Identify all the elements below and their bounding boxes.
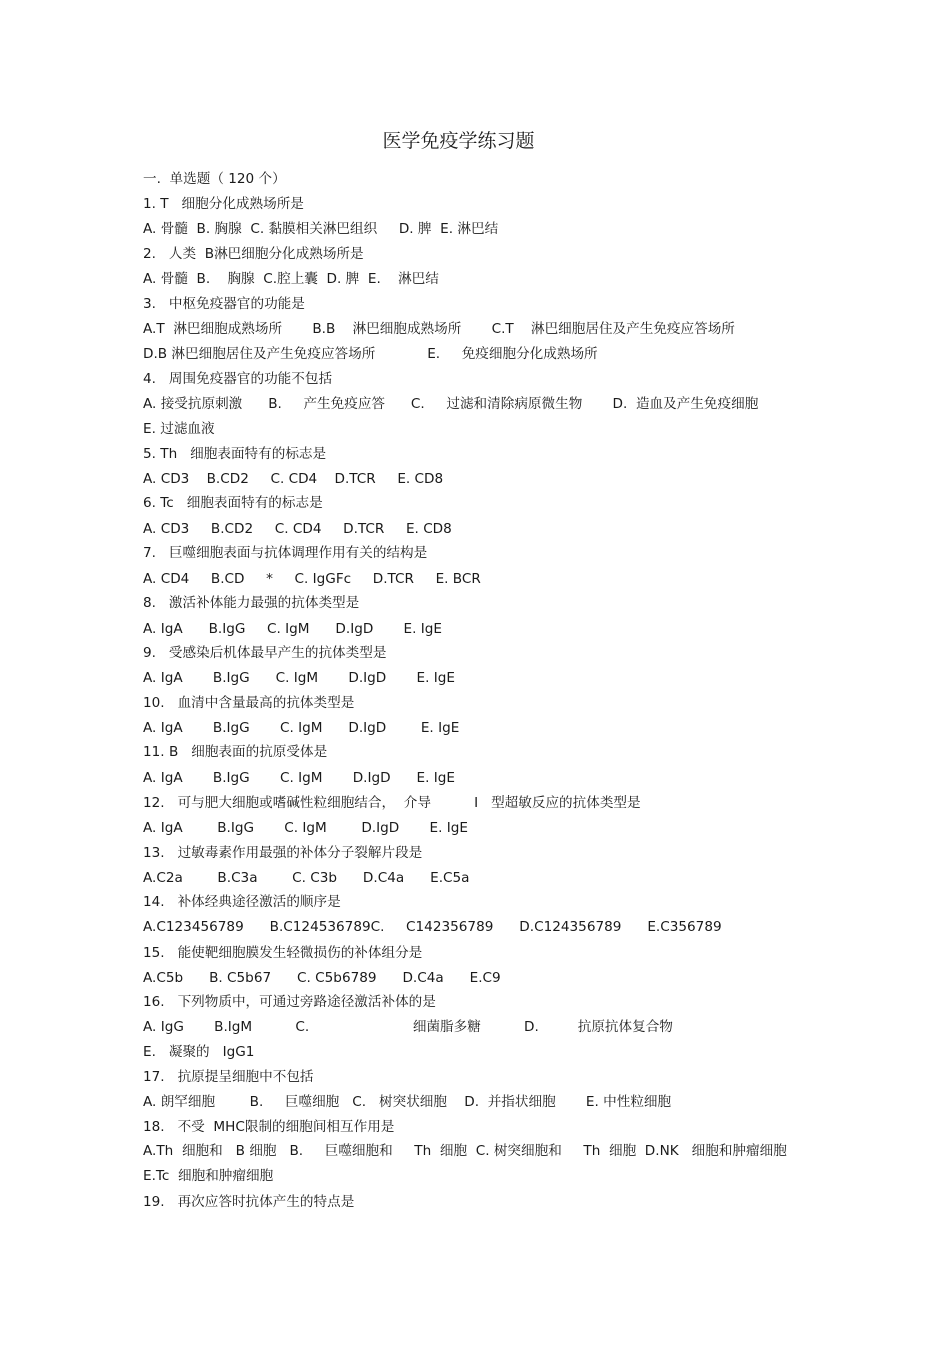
options-line: D.B 淋巴细胞居住及产生免疫应答场所 E. 免疫细胞分化成熟场所 (143, 346, 598, 362)
section-heading: 一. 单选题（ 120 个） (143, 171, 286, 187)
options-line: A. IgG B.IgM C. 细菌脂多糖 D. 抗原抗体复合物 (143, 1019, 673, 1035)
options-line: A. 接受抗原刺激 B. 产生免疫应答 C. 过滤和清除病原微生物 D. 造血及产生免疫细胞 (143, 396, 759, 412)
options-line: E.Tc 细胞和肿瘤细胞 (143, 1168, 274, 1184)
question-line: 11. B 细胞表面的抗原受体是 (143, 744, 328, 760)
question-line: 10. 血清中含量最高的抗体类型是 (143, 695, 355, 711)
question-line: 13. 过敏毒素作用最强的补体分子裂解片段是 (143, 845, 423, 861)
question-line: 7. 巨噬细胞表面与抗体调理作用有关的结构是 (143, 545, 428, 561)
question-line: 2. 人类 B淋巴细胞分化成熟场所是 (143, 246, 364, 262)
options-line: A. IgA B.IgG C. IgM D.IgD E. IgE (143, 770, 455, 786)
options-line: E. 凝聚的 IgG1 (143, 1044, 255, 1060)
question-line: 17. 抗原提呈细胞中不包括 (143, 1069, 314, 1085)
document-title: 医学免疫学练习题 (382, 130, 535, 152)
options-line: A. IgA B.IgG C. IgM D.IgD E. IgE (143, 621, 443, 637)
question-line: 18. 不受 MHC限制的细胞间相互作用是 (143, 1119, 395, 1135)
options-line: A. IgA B.IgG C. IgM D.IgD E. IgE (143, 670, 455, 686)
options-line: A. 骨髓 B. 胸腺 C. 黏膜相关淋巴组织 D. 脾 E. 淋巴结 (143, 221, 499, 237)
options-line: A. IgA B.IgG C. IgM D.IgD E. IgE (143, 820, 468, 836)
question-line: 15. 能使靶细胞膜发生轻微损伤的补体组分是 (143, 945, 423, 961)
question-line: 3. 中枢免疫器官的功能是 (143, 296, 305, 312)
question-line: 9. 受感染后机体最早产生的抗体类型是 (143, 645, 387, 661)
question-line: 5. Th 细胞表面特有的标志是 (143, 446, 327, 462)
options-line: A. CD4 B.CD * C. IgGFc D.TCR E. BCR (143, 571, 481, 587)
options-line: A.C123456789 B.C124536789C. C142356789 D.C124356789 E.C356789 (143, 919, 722, 935)
question-line: 4. 周围免疫器官的功能不包括 (143, 371, 333, 387)
question-line: 12. 可与肥大细胞或嗜碱性粒细胞结合， 介导 I 型超敏反应的抗体类型是 (143, 795, 641, 811)
options-line: A.C2a B.C3a C. C3b D.C4a E.C5a (143, 870, 470, 886)
options-line: A.Th 细胞和 B 细胞 B. 巨噬细胞和 Th 细胞 C. 树突细胞和 Th 细胞 D.NK 细胞和肿瘤细胞 (143, 1143, 787, 1159)
options-line: A. 朗罕细胞 B. 巨噬细胞 C. 树突状细胞 D. 并指状细胞 E. 中性粒细胞 (143, 1094, 672, 1110)
options-line: A. IgA B.IgG C. IgM D.IgD E. IgE (143, 720, 460, 736)
options-line: A.C5b B. C5b67 C. C5b6789 D.C4a E.C9 (143, 970, 501, 986)
options-line: A. 骨髓 B. 胸腺 C.腔上囊 D. 脾 E. 淋巴结 (143, 271, 439, 287)
options-line: A.T 淋巴细胞成熟场所 B.B 淋巴细胞成熟场所 C.T 淋巴细胞居住及产生免疫应答场所 (143, 321, 735, 337)
question-line: 14. 补体经典途径激活的顺序是 (143, 894, 341, 910)
options-line: E. 过滤血液 (143, 421, 215, 437)
options-line: A. CD3 B.CD2 C. CD4 D.TCR E. CD8 (143, 521, 452, 537)
options-line: A. CD3 B.CD2 C. CD4 D.TCR E. CD8 (143, 471, 444, 487)
question-line: 8. 激活补体能力最强的抗体类型是 (143, 595, 360, 611)
question-line: 6. Tc 细胞表面特有的标志是 (143, 495, 323, 511)
question-line: 16. 下列物质中，可通过旁路途径激活补体的是 (143, 994, 436, 1010)
question-line: 1. T 细胞分化成熟场所是 (143, 196, 304, 212)
question-line: 19. 再次应答时抗体产生的特点是 (143, 1194, 355, 1210)
